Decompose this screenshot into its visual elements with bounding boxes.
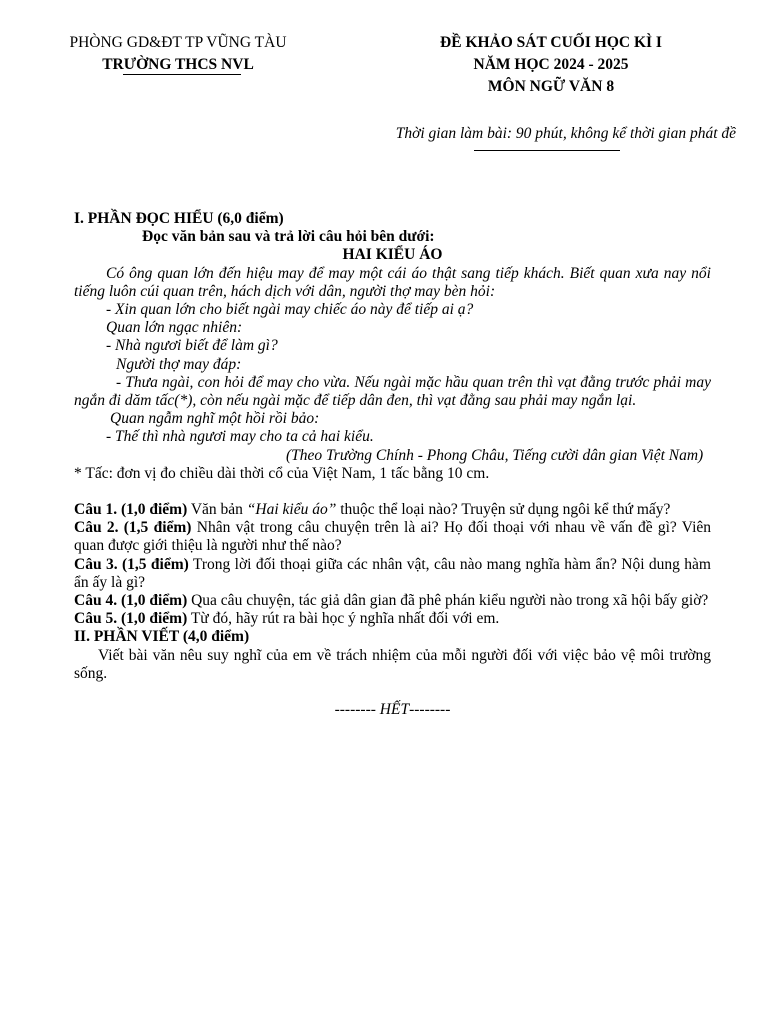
exam-duration: Thời gian làm bài: 90 phút, không kể thời gian phát đề [395,125,736,142]
question-4 [74,592,711,610]
story-paragraph: Có ông quan lớn đến hiệu may để may một cái áo thật sang tiếp khách. Biết quan xưa nay nổi tiếng luôn cúi quan trên, hách dịch với dân, người thợ may bèn hỏi: [74,264,711,300]
part2-title: II. PHẦN VIẾT (4,0 điểm) [74,628,250,646]
story-line: - Thế thì nhà ngươi may cho ta cả hai kiểu. [106,428,374,446]
end-marker [74,701,711,719]
subject: MÔN NGỮ VĂN 8 [487,78,615,95]
question-label: Câu 4. (1,0 điểm) [74,592,188,610]
question-1 [74,501,711,519]
story-line: Quan lớn ngạc nhiên: [106,319,243,337]
header-right [396,32,706,98]
question-text: thuộc thể loại nào? Truyện sử dụng ngôi kể thứ mấy? [336,501,671,519]
story-paragraph: - Thưa ngài, con hỏi để may cho vừa. Nếu ngài mặc hầu quan trên thì vạt đằng trước phải may ngắn đi dăm tấc(*), còn nếu ngài mặc để tiếp dân đen, thì vạt đằng sau phải may ngắn lại. [74,373,711,410]
department-name: PHÒNG GD&ĐT TP VŨNG TÀU [69,34,287,51]
reading-instruction: Đọc văn bản sau và trả lời câu hỏi bên dưới: [142,228,435,246]
end-dashes: -------- [409,701,451,719]
story-line: - Nhà ngươi biết để làm gì? [106,337,278,355]
question-label: Câu 2. (1,5 điểm) [74,519,192,537]
header-left [40,32,316,76]
footnote: * Tấc: đơn vị đo chiều dài thời cổ của Việt Nam, 1 tấc bằng 10 cm. [74,464,490,482]
story-title: HAI KIỂU ÁO [342,246,443,264]
exam-content [74,210,711,719]
question-label: Câu 3. (1,5 điểm) [74,555,189,573]
question-text: Từ đó, hãy rút ra bài học ý nghĩa nhất đối với em. [190,610,500,628]
story-line: Quan ngẫm nghĩ một hồi rồi bảo: [110,410,320,428]
story-source: (Theo Trường Chính - Phong Châu, Tiếng cười dân gian Việt Nam) [286,446,704,464]
end-dashes: -------- [334,701,380,719]
writing-prompt: Viết bài văn nêu suy nghĩ của em về trách nhiệm của mỗi người đối với việc bảo vệ môi trường sống. [74,646,711,682]
question-3 [74,556,711,592]
school-name: TRƯỜNG THCS NVL [102,56,254,73]
duration-underline [474,150,620,151]
question-text: Qua câu chuyện, tác giả dân gian đã phê phán kiểu người nào trong xã hội bấy giờ? [191,592,709,610]
end-word: HẾT [379,701,410,719]
story-line: - Xin quan lớn cho biết ngài may chiếc áo này để tiếp ai ạ? [106,301,474,319]
question-label: Câu 5. (1,0 điểm) [74,610,188,628]
spacer [74,483,711,501]
question-5 [74,610,711,628]
question-text: Văn bản [190,501,247,519]
question-quote: “Hai kiểu áo” [246,501,337,519]
question-text: Nhân vật trong câu chuyện trên là ai? Họ đối thoại với nhau về vấn đề gì? Viên quan được giới thiệu là người như thế nào? [74,519,712,555]
question-text: Trong lời đối thoại giữa các nhân vật, câu nào mang nghĩa hàm ẩn? Nội dung hàm ẩn ấy là gì? [74,555,711,591]
spacer [74,683,711,701]
exam-title: ĐỀ KHẢO SÁT CUỐI HỌC KÌ I [440,34,662,51]
school-underline [123,74,241,75]
question-2 [74,519,711,555]
question-label: Câu 1. (1,0 điểm) [74,501,188,519]
school-year: NĂM HỌC 2024 - 2025 [473,56,629,73]
story-line: Người thợ may đáp: [116,355,242,373]
part1-title: I. PHẦN ĐỌC HIỂU (6,0 điểm) [74,210,284,227]
